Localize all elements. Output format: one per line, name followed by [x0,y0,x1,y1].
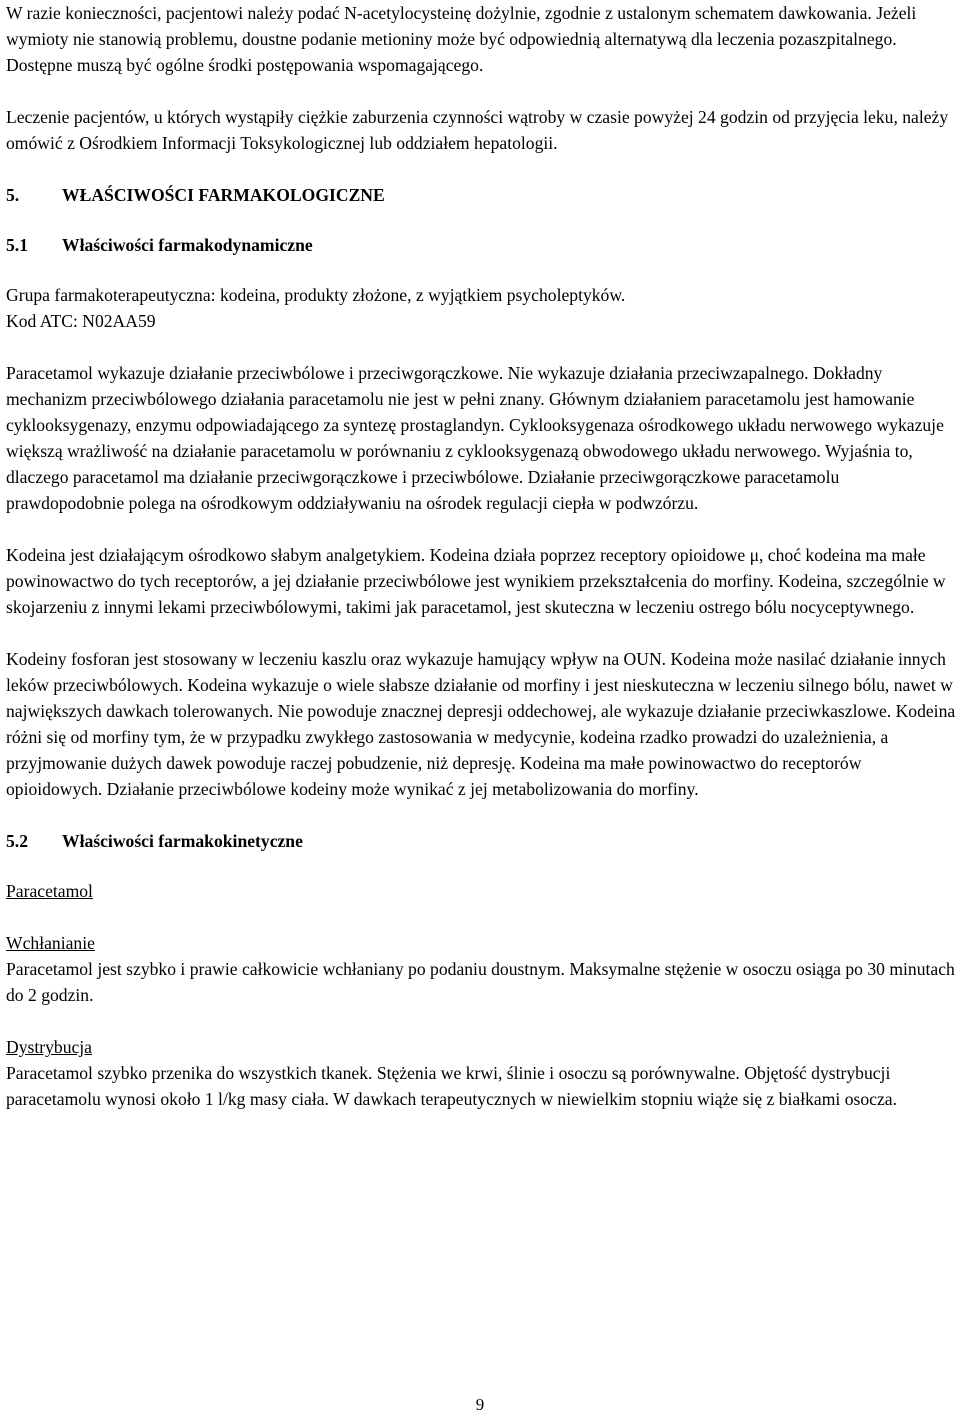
section-5-heading [6,182,956,208]
section-5-2-number: 5.2 [6,831,28,851]
paragraph-distribution: Paracetamol szybko przenika do wszystkich tkanek. Stężenia we krwi, ślinie i osoczu są porównywalne. Objętość dystrybucji paracetamolu wynosi około 1 l/kg masy ciała. W dawkach terapeutycznych w niewielkim stopniu wiąże się z białkami osocza. [6,1063,897,1109]
section-5-1-title: Właściwości farmakodynamiczne [62,235,313,255]
paragraph-acetylcysteine: W razie konieczności, pacjentowi należy podać N-acetylocysteinę dożylnie, zgodnie z ustalonym schematem dawkowania. Jeżeli wymioty nie stanowią problemu, doustne podanie metioniny może być odpowiednią alternatywą dla leczenia pozaszpitalnego. Dostępne muszą być ogólne środki postępowania wspomagającego. [6,3,917,75]
pharmacotherapeutic-group-line: Grupa farmakoterapeutyczna: kodeina, produkty złożone, z wyjątkiem psycholeptyków. [6,285,626,305]
section-5-2-title: Właściwości farmakokinetyczne [62,831,303,851]
paragraph-absorption: Paracetamol jest szybko i prawie całkowicie wchłaniany po podaniu doustnym. Maksymalne stężenie w osoczu osiąga po 30 minutach do 2 godzin. [6,959,955,1005]
section-5-2-heading [6,828,956,854]
absorption-block [6,930,956,1008]
page-number: 9 [475,1395,485,1414]
document-page [6,0,956,1138]
paragraph-codeine-phosphate: Kodeiny fosforan jest stosowany w leczeniu kaszlu oraz wykazuje hamujący wpływ na OUN. Kodeina może nasilać działanie innych leków przeciwbólowych. Kodeina wykazuje o wiele słabsze działanie od morfiny i jest nieskuteczna w leczeniu silnego bólu, nawet w największych dawkach tolerowanych. Nie powoduje znacznej depresji oddechowej, ale wykazuje działanie przeciwkaszlowe. Kodeina różni się od morfiny tym, że w przypadku zwykłego zastosowania w medycynie, kodeina rzadko prowadzi do uzależnienia, a przyjmowanie dużych dawek powoduje raczej pobudzenie, niż depresję. Kodeina ma małe powinowactwo do receptorów opioidowych. Działanie przeciwbólowe kodeiny może wynikać z jej metabolizowania do morfiny. [6,649,956,799]
subheading-absorption: Wchłanianie [6,933,95,953]
pharmacotherapeutic-group-block [6,282,956,334]
subheading-distribution: Dystrybucja [6,1037,92,1057]
paragraph-liver-treatment: Leczenie pacjentów, u których wystąpiły ciężkie zaburzenia czynności wątroby w czasie powyżej 24 godzin od przyjęcia leku, należy omówić z Ośrodkiem Informacji Toksykologicznej lub oddziałem hepatologii. [6,107,949,153]
section-5-1-heading [6,232,956,258]
subheading-paracetamol: Paracetamol [6,881,93,901]
paragraph-codeine-action: Kodeina jest działającym ośrodkowo słabym analgetykiem. Kodeina działa poprzez receptory opioidowe μ, choć kodeina ma małe powinowactwo do tych receptorów, a jej działanie przeciwbólowe jest wynikiem przekształcenia do morfiny. Kodeina, szczególnie w skojarzeniu z innymi lekami przeciwbólowymi, takimi jak paracetamol, jest skuteczna w leczeniu ostrego bólu nocyceptywnego. [6,545,946,617]
atc-code-line: Kod ATC: N02AA59 [6,311,156,331]
section-5-number: 5. [6,185,20,205]
distribution-block [6,1034,956,1112]
section-5-1-number: 5.1 [6,235,28,255]
paragraph-paracetamol-action: Paracetamol wykazuje działanie przeciwbólowe i przeciwgorączkowe. Nie wykazuje działania przeciwzapalnego. Dokładny mechanizm przeciwbólowego działania paracetamolu nie jest w pełni znany. Głównym działaniem paracetamolu jest hamowanie cyklooksygenazy, enzymu odpowiadającego za syntezę prostaglandyn. Cyklooksygenaza ośrodkowego układu nerwowego wykazuje większą wrażliwość na działanie paracetamolu w porównaniu z cyklooksygenazą obwodowego układu nerwowego. Wyjaśnia to, dlaczego paracetamol ma działanie przeciwgorączkowe i przeciwbólowe. Działanie przeciwgorączkowe paracetamolu prawdopodobnie polega na ośrodkowym oddziaływaniu na ośrodek regulacji ciepła w podwzórzu. [6,363,944,513]
section-5-title: WŁAŚCIWOŚCI FARMAKOLOGICZNE [62,185,385,205]
